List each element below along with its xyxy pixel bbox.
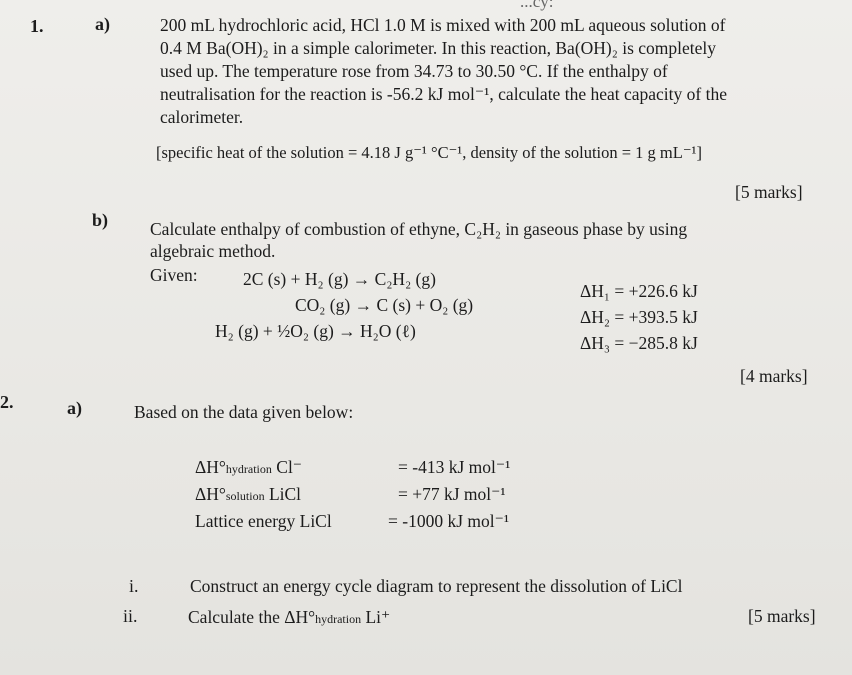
q1b-line-2: algebraic method. [150,241,276,261]
item-ii-text-sub: hydration [315,612,362,626]
item-ii-text-rest: Li⁺ [361,607,391,627]
q1b-marks: [4 marks] [740,366,808,386]
q1a-line-4: neutralisation for the reaction is -56.2 kJ mol⁻¹, calculate the heat capacity of the [160,84,727,104]
cut-off-text: ...cy: [520,0,554,11]
data-row-1-name-rest: Cl⁻ [271,457,303,477]
q1a-line-3: used up. The temperature rose from 34.73 to 30.50 °C. If the enthalpy of [160,61,668,81]
q1a-line-2: 0.4 M Ba(OH)₂ in a simple calorimeter. In this reaction, Ba(OH)₂ is completely [160,38,717,58]
data-row-3-value: = -1000 kJ mol⁻¹ [388,511,510,531]
data-row-1-name-main: ΔH° [195,457,226,477]
q1b-line-1: Calculate enthalpy of combustion of ethyne, C₂H₂ in gaseous phase by using [150,219,688,239]
item-i-text: Construct an energy cycle diagram to represent the dissolution of LiCl [190,576,683,596]
item-ii-number: ii. [123,606,138,626]
q1a-line-1: 200 mL hydrochloric acid, HCl 1.0 M is mixed with 200 mL aqueous solution of [160,15,726,35]
data-row-1-name-sub: hydration [225,462,272,476]
data-row-2-name [195,483,301,507]
q1b-given-label: Given: [150,265,198,285]
data-row-3-name: Lattice energy LiCl [195,511,332,531]
item-ii-text [188,606,390,630]
data-row-1-name [195,456,302,480]
reaction-3-enthalpy: ΔH₃ = −285.8 kJ [580,333,698,353]
q1a-line-6: [specific heat of the solution = 4.18 J g⁻¹ °C⁻¹, density of the solution = 1 g mL⁻¹] [156,143,702,162]
item-i-number: i. [129,576,139,596]
question-2-number: 2. [0,392,14,412]
q2a-marks: [5 marks] [748,606,816,626]
q1b-label: b) [92,210,109,230]
question-1-number: 1. [30,16,44,36]
q1a-marks: [5 marks] [735,182,803,202]
reaction-1-equation: 2C (s) + H₂ (g) → C₂H₂ (g) [243,269,436,289]
item-ii-text-main: Calculate the ΔH° [188,607,316,627]
q2a-label: a) [67,398,82,418]
data-row-2-name-main: ΔH° [195,484,226,504]
q1a-line-5: calorimeter. [160,107,244,127]
q1a-label: a) [95,14,110,34]
data-row-2-name-rest: LiCl [264,484,302,504]
reaction-2-enthalpy: ΔH₂ = +393.5 kJ [580,307,698,327]
reaction-1-enthalpy: ΔH₁ = +226.6 kJ [580,281,698,301]
reaction-2-equation: CO₂ (g) → C (s) + O₂ (g) [295,295,474,315]
data-row-1-value: = -413 kJ mol⁻¹ [398,457,511,477]
data-row-2-value: = +77 kJ mol⁻¹ [398,484,506,504]
data-row-2-name-sub: solution [225,489,265,503]
q2a-intro: Based on the data given below: [134,402,354,422]
reaction-3-equation: H₂ (g) + ½O₂ (g) → H₂O (ℓ) [215,321,416,341]
